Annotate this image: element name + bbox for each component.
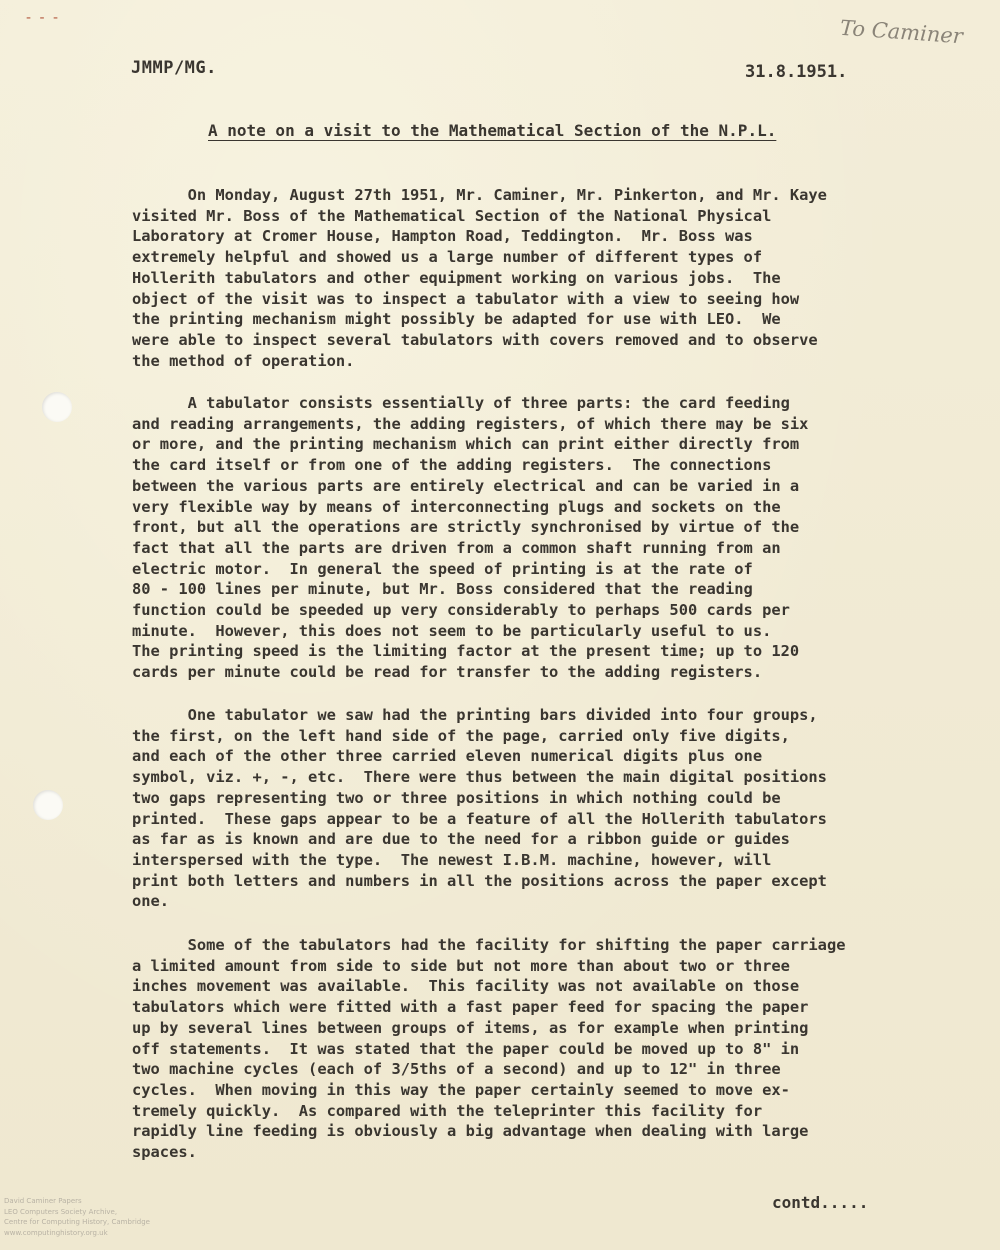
document-date: 31.8.1951.	[745, 62, 848, 82]
continued-marker: contd.....	[772, 1193, 869, 1212]
archive-credit	[4, 1196, 150, 1238]
punch-hole-bottom	[33, 790, 63, 820]
paragraph-3: One tabulator we saw had the printing bars divided into four groups, the first, on the left hand side of the page, carried only five digits, and each of the other three carried eleven numerical digits plus one symbol, viz. +, -, etc. There were thus between the main digital positions two gaps representing two or three positions in which nothing could be printed. These gaps appear to be a feature of all the Hollerith tabulators as far as is known and are due to the need for a ribbon guide or guides interspersed with the type. The newest I.B.M. machine, however, will print both letters and numbers in all the positions across the paper except one.	[132, 706, 827, 911]
paragraph-4: Some of the tabulators had the facility for shifting the paper carriage a limited amount from side to side but not more than about two or three inches movement was available. This facility was not available on those tabulators which were fitted with a fast paper feed for spacing the paper up by several lines between groups of items, as for example when printing off statements. It was stated that the paper could be moved up to 8" in two machine cycles (each of 3/5ths of a second) and up to 12" in three cycles. When moving in this way the paper certainly seemed to move ex- tremely quickly. As compared with the teleprinter this facility for rapidly line feeding is obviously a big advantage when dealing with large spaces.	[132, 936, 846, 1162]
archive-credit-line: LEO Computers Society Archive,	[4, 1207, 118, 1216]
archive-credit-line: Centre for Computing History, Cambridge	[4, 1218, 150, 1226]
archive-credit-line: David Caminer Papers	[4, 1197, 82, 1205]
archive-credit-line: www.computinghistory.org.uk	[4, 1228, 108, 1237]
paragraph-2: A tabulator consists essentially of three parts: the card feeding and reading arrangements, the adding registers, of which there may be six or more, and the printing mechanism which can print either directly from the card itself or from one of the adding registers. The connections between the various parts are entirely electrical and can be varied in a very flexible way by means of interconnecting plugs and sockets on the front, but all the operations are strictly synchronised by virtue of the fact that all the parts are driven from a common shaft running from an electric motor. In general the speed of printing is at the rate of 80 - 100 lines per minute, but Mr. Boss considered that the reading function could be speeded up very considerably to perhaps 500 cards per minute. However, this does not seem to be particularly useful to us. The printing speed is the limiting factor at the present time; up to 120 cards per minute could be read for transfer to the adding registers.	[132, 394, 809, 682]
punch-hole-top	[42, 392, 72, 422]
document-title: A note on a visit to the Mathematical Section of the N.P.L.	[208, 121, 777, 140]
handwritten-annotation: To Caminer	[839, 15, 964, 49]
reference-code: JMMP/MG.	[131, 58, 217, 78]
corner-mark: - - -	[26, 10, 61, 26]
paragraph-1: On Monday, August 27th 1951, Mr. Caminer, Mr. Pinkerton, and Mr. Kaye visited Mr. Boss of the Mathematical Section of the National Physical Laboratory at Cromer House, Hampton Road, Teddington. Mr. Boss was extremely helpful and showed us a large number of different types of Hollerith tabulators and other equipment working on various jobs. The object of the visit was to inspect a tabulator with a view to seeing how the printing mechanism might possibly be adapted for use with LEO. We were able to inspect several tabulators with covers removed and to observe the method of operation.	[132, 186, 827, 370]
